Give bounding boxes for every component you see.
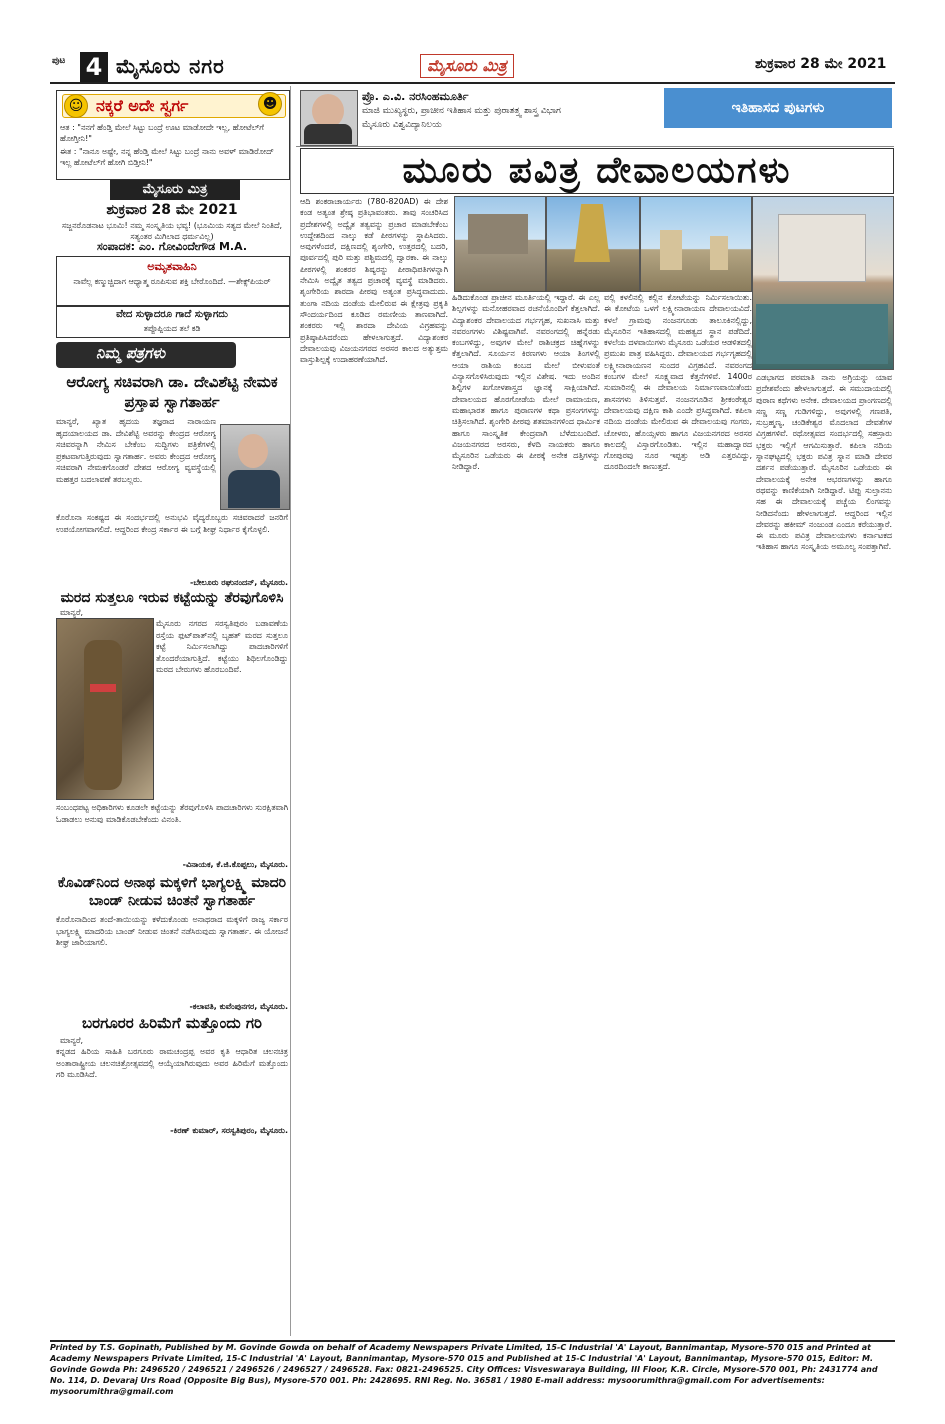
proverb-text: ತಪ್ಪೊಪ್ಪಿಯದ ತಲೆ ಕಡಿ <box>143 324 201 333</box>
doctor-photo-face <box>238 434 268 468</box>
letter-signature: -ಕಿರಣ್ ಕುಮಾರ್, ಸರಸ್ವತಿಪುರಂ, ಮೈಸೂರು. <box>170 1126 288 1135</box>
section-name: ಮೈಸೂರು ನಗರ <box>116 54 225 78</box>
article-title: ಮೂರು ಪವಿತ್ರ ದೇವಾಲಯಗಳು <box>300 148 894 194</box>
joke-line: ಆತ : "ನನಗೆ ಹೆಂಡ್ತಿ ಮೇಲೆ ಸಿಟ್ಟು ಬಂದ್ರೆ ಊಟ ಮಾಡೋದೇ ಇಲ್ಲ, ಹೋಟೆಲ್‌ಗೆ ಹೋಗ್ತೀನಿ!" <box>60 123 264 143</box>
letter-salutation: ಮಾನ್ಯರೆ, <box>60 1036 84 1045</box>
temple-tower <box>660 230 682 270</box>
doctor-photo-body <box>228 470 280 508</box>
temple-photo <box>640 196 752 292</box>
letter-body: ಕೊರೊನಾದಿಂದ ತಂದೆ-ತಾಯಿಯನ್ನು ಕಳೆದುಕೊಂಡು ಅನಾಥರಾದ ಮಕ್ಕಳಿಗೆ ರಾಜ್ಯ ಸರ್ಕಾರ ಭಾಗ್ಯಲಕ್ಷ್ಮಿ ಮಾದರಿಯ ಬಾಂಡ್ ನೀಡುವ ಚಿಂತನೆ ನಡೆಸಿರುವುದು ಸ್ವಾಗತಾರ್ಹ. ಈ ಯೋಜನೆ ಶೀಘ್ರ ಜಾರಿಯಾಗಲಿ. <box>56 915 288 947</box>
proverb-title: ವೇದ ಸುಳ್ಳಾದರೂ ಗಾದೆ ಸುಳ್ಳಾಗದು <box>116 309 228 320</box>
author-role: ಮಾಜಿ ಮುಖ್ಯಸ್ಥರು, ಪ್ರಾಚೀನ ಇತಿಹಾಸ ಮತ್ತು ಪುರಾತತ್ತ್ವ ಶಾಸ್ತ್ರ ವಿಭಾಗ <box>362 106 561 116</box>
article-column: ವಲ್ಲಿ ಕಳಲಿನಲ್ಲಿ ಕಲ್ಲಿನ ಕೋಟೆಯನ್ನು ನಿರ್ಮಿಸಲಾಯಿತು. ಈ ಕೋಟೆಯ ಒಳಗೆ ಲಕ್ಷ್ಮೀನಾರಾಯಣ ದೇವಾಲಯವಿದೆ. ಕಳಲೆ ಗ್ರಾಮವು ನಂಜನಗೂಡು ತಾಲೂಕಿನಲ್ಲಿದ್ದು, ಮೈಸೂರಿನ ಇತಿಹಾಸದಲ್ಲಿ ಮಹತ್ವದ ಸ್ಥಾನ ಪಡೆದಿದೆ. ಕಳಲೆಯ ದಳವಾಯಿಗಳು ಮೈಸೂರು ಒಡೆಯರ ಆಡಳಿತದಲ್ಲಿ ಪ್ರಮುಖ ಪಾತ್ರ ವಹಿಸಿದ್ದರು. ದೇವಾಲಯದ ಗರ್ಭಗೃಹದಲ್ಲಿ ಲಕ್ಷ್ಮೀನಾರಾಯಣನ ಸುಂದರ ವಿಗ್ರಹವಿದೆ. ನವರಂಗದ ಕಂಬಗಳ ಮೇಲೆ ಸೂಕ್ಷ್ಮವಾದ ಕೆತ್ತನೆಗಳಿವೆ. 1400ರ ಸುಮಾರಿನಲ್ಲಿ ಈ ದೇವಾಲಯ ನಿರ್ಮಾಣವಾಯಿತೆಂದು ಶಾಸನಗಳು ತಿಳಿಸುತ್ತವೆ. ನಂಜನಗೂಡಿನ ಶ್ರೀಕಂಠೇಶ್ವರ ದೇವಾಲಯವು ದಕ್ಷಿಣ ಕಾಶಿ ಎಂದೇ ಪ್ರಸಿದ್ಧವಾಗಿದೆ. ಕಪಿಲಾ ನದಿಯ ದಂಡೆಯ ಮೇಲಿರುವ ಈ ದೇವಾಲಯವು ಗಂಗರು, ಚೋಳರು, ಹೊಯ್ಸಳರು ಹಾಗೂ ವಿಜಯನಗರದ ಅರಸರ ಕಾಲದಲ್ಲಿ ವಿಸ್ತಾರಗೊಂಡಿತು. ಇಲ್ಲಿನ ಮಹಾದ್ವಾರದ ಗೋಪುರವು ನೂರ ಇಪ್ಪತ್ತು ಅಡಿ ಎತ್ತರವಿದ್ದು, ದೂರದಿಂದಲೇ ಕಾಣುತ್ತದೆ. <box>604 293 752 472</box>
tree-trunk <box>84 640 122 790</box>
author-photo-body <box>304 124 352 144</box>
joke-title: ನಕ್ಕರೆ ಅದೇ ಸ್ವರ್ಗ <box>96 96 189 115</box>
mini-masthead-subtitle: ಸಜ್ಜನರೊಡನಾಟ ಭೂಮಿ! ನಮ್ಮ ಸಂಸ್ಕೃತಿಯ ಭವ್ಯ! (ಭೂಮಿಯ ಸತ್ಯದ ಮೇಲೆ ನಿಂತಿದೆ, ಸತ್ಯಂತರ ಮಿಗಿಲಾದ ಧರ್ಮವಿಲ್ಲ) <box>61 221 283 241</box>
letter-headline: ಮರದ ಸುತ್ತಲೂ ಇರುವ ಕಟ್ಟೆಯನ್ನು ತೆರವುಗೊಳಿಸಿ <box>60 590 284 606</box>
editor-line: ಸಂಪಾದಕ: ಎಂ. ಗೋವಿಂದೇಗೌಡ M.A. <box>96 240 248 253</box>
author-name: ಪ್ರೊ. ಎ.ವಿ. ನರಸಿಂಹಮೂರ್ತಿ <box>362 90 469 103</box>
letter-body: ಸಂಬಂಧಪಟ್ಟ ಅಧಿಕಾರಿಗಳು ಕೂಡಲೇ ಕಟ್ಟೆಯನ್ನು ತೆರವುಗೊಳಿಸಿ ಪಾದಚಾರಿಗಳು ಸುರಕ್ಷಿತವಾಗಿ ಓಡಾಡಲು ಅನುವು ಮಾಡಿಕೊಡಬೇಕೆಂದು ವಿನಂತಿ. <box>56 803 288 824</box>
letter-salutation: ಮಾನ್ಯರೆ, <box>60 608 84 617</box>
article-column: ಹಿಡಿದುಕೊಂಡ ಪ್ರಾಚೀನ ಮೂರ್ತಿಯಲ್ಲಿ ಇದ್ದಾರೆ. ಈ ಎಲ್ಲ ಶಿಲ್ಪಗಳನ್ನು ಮನೋಹರವಾದ ರಚನೆಯೊಂದಿಗೆ ಕೆತ್ತಲಾಗಿದೆ. ವಿದ್ಯಾಶಂಕರ ದೇವಾಲಯದ ಗರ್ಭಗೃಹ, ಸುಖನಾಸಿ ಮತ್ತು ನವರಂಗಗಳು ವಿಶಿಷ್ಟವಾಗಿವೆ. ನವರಂಗದಲ್ಲಿ ಹನ್ನೆರಡು ಕಂಬಗಳಿದ್ದು, ಅವುಗಳ ಮೇಲೆ ರಾಶಿಚಕ್ರದ ಚಿಹ್ನೆಗಳನ್ನು ಕೆತ್ತಲಾಗಿದೆ. ಸೂರ್ಯನ ಕಿರಣಗಳು ಆಯಾ ತಿಂಗಳಲ್ಲಿ ಆಯಾ ರಾಶಿಯ ಕಂಬದ ಮೇಲೆ ಬೀಳುವಂತೆ ವಿನ್ಯಾಸಗೊಳಿಸಿರುವುದು ಇಲ್ಲಿನ ವಿಶೇಷ. ಇದು ಅಂದಿನ ಶಿಲ್ಪಿಗಳ ಖಗೋಳಶಾಸ್ತ್ರದ ಜ್ಞಾನಕ್ಕೆ ಸಾಕ್ಷಿಯಾಗಿದೆ. ದೇವಾಲಯದ ಹೊರಗೋಡೆಯ ಮೇಲೆ ರಾಮಾಯಣ, ಮಹಾಭಾರತ ಹಾಗೂ ಪುರಾಣಗಳ ಕಥಾ ಪ್ರಸಂಗಗಳನ್ನು ಚಿತ್ರಿಸಲಾಗಿದೆ. ಶೃಂಗೇರಿ ಪೀಠವು ಶತಮಾನಗಳಿಂದ ಧಾರ್ಮಿಕ ಹಾಗೂ ಸಾಂಸ್ಕೃತಿಕ ಕೇಂದ್ರವಾಗಿ ಬೆಳೆದುಬಂದಿದೆ. ವಿಜಯನಗರದ ಅರಸರು, ಕೆಳದಿ ನಾಯಕರು ಹಾಗೂ ಮೈಸೂರಿನ ಒಡೆಯರು ಈ ಪೀಠಕ್ಕೆ ಅನೇಕ ದತ್ತಿಗಳನ್ನು ನೀಡಿದ್ದಾರೆ. <box>452 293 600 472</box>
temple-tower <box>710 236 728 270</box>
quote-title: ಅಮೃತವಾಹಿನಿ <box>147 260 197 273</box>
series-tag: ಇತಿಹಾಸದ ಪುಟಗಳು <box>664 88 892 128</box>
quote-text: ನಾವೆಲ್ಲ ಕಣ್ಮುಚ್ಚಿದಾಗ ಆಧ್ಯಾತ್ಮ ರೂಪಿಸುವ ಶಕ್ತಿ ಬೇರೊಂದಿದೆ. —ಶೇಕ್ಸ್‌ಪಿಯರ್ <box>73 277 271 286</box>
letters-title: ನಿಮ್ಮ ಪತ್ರಗಳು <box>96 344 166 362</box>
article-column: ಎಡಭಾಗದ ಪರಮಾತಿ ನಾನು ಅಗ್ರಿಯನ್ನು ಯಾವ ಪ್ರದೇಶವೆಂದು ಹೇಳಲಾಗುತ್ತದೆ. ಈ ಸಮುದಾಯದಲ್ಲಿ ಪುರಾಣ ಕಥೆಗಳು ಅನೇಕ. ದೇವಾಲಯದ ಪ್ರಾಂಗಣದಲ್ಲಿ ಸಣ್ಣ ಸಣ್ಣ ಗುಡಿಗಳಿದ್ದು, ಅವುಗಳಲ್ಲಿ ಗಣಪತಿ, ಸುಬ್ರಹ್ಮಣ್ಯ, ಚಂಡಿಕೇಶ್ವರ ಮೊದಲಾದ ದೇವತೆಗಳ ವಿಗ್ರಹಗಳಿವೆ. ರಥೋತ್ಸವದ ಸಂದರ್ಭದಲ್ಲಿ ಸಹಸ್ರಾರು ಭಕ್ತರು ಇಲ್ಲಿಗೆ ಆಗಮಿಸುತ್ತಾರೆ. ಕಪಿಲಾ ನದಿಯ ಸ್ನಾನಘಟ್ಟದಲ್ಲಿ ಭಕ್ತರು ಪವಿತ್ರ ಸ್ನಾನ ಮಾಡಿ ದೇವರ ದರ್ಶನ ಪಡೆಯುತ್ತಾರೆ. ಮೈಸೂರಿನ ಒಡೆಯರು ಈ ದೇವಾಲಯಕ್ಕೆ ಅನೇಕ ಆಭರಣಗಳನ್ನು ಹಾಗೂ ರಥವನ್ನು ಕಾಣಿಕೆಯಾಗಿ ನೀಡಿದ್ದಾರೆ. ಟಿಪ್ಪು ಸುಲ್ತಾನನು ಸಹ ಈ ದೇವಾಲಯಕ್ಕೆ ಪಚ್ಚೆಯ ಲಿಂಗವನ್ನು ನೀಡಿದನೆಂದು ಹೇಳಲಾಗುತ್ತದೆ. ಆದ್ದರಿಂದ ಇಲ್ಲಿನ ದೇವರನ್ನು ಹಕೀಮ್ ನಂಜುಂಡ ಎಂದೂ ಕರೆಯುತ್ತಾರೆ. ಈ ಮೂರು ಪವಿತ್ರ ದೇವಾಲಯಗಳು ಕರ್ನಾಟಕದ ಇತಿಹಾಸ ಹಾಗೂ ಸಂಸ್ಕೃತಿಯ ಅಮೂಲ್ಯ ಸಂಪತ್ತಾಗಿವೆ. <box>756 373 892 552</box>
laughing-face-icon: ☺ <box>64 94 88 118</box>
joke-line: ಈತ : "ನಾನೂ ಅಷ್ಟೇ, ನನ್ನ ಹೆಂಡ್ತಿ ಮೇಲೆ ಸಿಟ್ಟು ಬಂದ್ರೆ ನಾನು ಅವಳ್ ಮಾಡಿರೋದ್ ಇಲ್ಲ ಹೋಟೆಲ್‌ಗೆ ಹೋಗಿ ಬಿಡ್ತೀನಿ!" <box>60 147 274 167</box>
letter-headline: ಕೊವಿಡ್‌ನಿಂದ ಅನಾಥ ಮಕ್ಕಳಿಗೆ ಭಾಗ್ಯಲಕ್ಷ್ಮಿ ಮಾದರಿ ಬಾಂಡ್ ನೀಡುವ ಚಿಂತನೆ ಸ್ವಾಗತಾರ್ಹ <box>57 875 287 909</box>
page-number: 4 <box>80 52 108 82</box>
letter-signature: -ಬೇಲೂರು ರಘುನಂದನ್, ಮೈಸೂರು. <box>190 578 288 587</box>
letter-signature: -ಕಲಾವತಿ, ಕುವೆಂಪುನಗರ, ಮೈಸೂರು. <box>189 1002 288 1011</box>
letter-headline: ಬರಗೂರರ ಹಿರಿಮೆಗೆ ಮತ್ತೊಂದು ಗರಿ <box>82 1014 262 1032</box>
tree-stripe <box>90 684 116 692</box>
temple-structure <box>778 214 866 282</box>
issue-date: ಶುಕ್ರವಾರ 28 ಮೇ 2021 <box>755 56 887 72</box>
letter-body: ಮಾನ್ಯರೆ, ಖ್ಯಾತ ಹೃದಯ ತಜ್ಞರಾದ ನಾರಾಯಣ ಹೃದಯಾಲಯದ ಡಾ. ದೇವಿಶೆಟ್ಟಿ ಅವರನ್ನು ಕೇಂದ್ರದ ಆರೋಗ್ಯ ಸಚಿವರನ್ನಾಗಿ ನೇಮಿಸ ಬೇಕೆಂಬ ಸುದ್ದಿಗಳು ಪತ್ರಿಕೆಗಳಲ್ಲಿ ಪ್ರಕಟವಾಗುತ್ತಿರುವುದು ಸ್ವಾಗತಾರ್ಹ. ಅವರು ಕೇಂದ್ರದ ಆರೋಗ್ಯ ಸಚಿವರಾಗಿ ನೇಮಕಗೊಂಡರೆ ದೇಶದ ಆರೋಗ್ಯ ವ್ಯವಸ್ಥೆಯಲ್ಲಿ ಮಹತ್ತರ ಬದಲಾವಣೆ ತರಬಲ್ಲರು. <box>56 417 216 484</box>
imprint-footer: Printed by T.S. Gopinath, Published by M. Govinde Gowda on behalf of Academy Newspapers Private Limited, 15-C Industrial 'A' Layout, Bannimantap, Mysore-570 015 and Printed at Academy Newspapers Private Limited, 15-C Industrial 'A' Layout, Bannimantap, Mysore-570 015 and Published at 15-C Industrial 'A' Layout, Bannimantap, Mysore-570 015, Editor: M. Govinde Gowda Ph: 2496520 / 2496521 / 2496526 / 2496527 / 2496528. Fax: 0821-2496525. City Offices: Visveswaraya Building, III Floor, K.R. Circle, Mysore-570 001, Ph: 2431774 and No. 114, D. Devaraj Urs Road (Opposite Big Bus), Mysore-570 001. Ph: 2428695. RNI Reg. No. 36581 / 1980 E-mail address: mysoorumithra@gmail.com For advertisements: mysoorumithra@gmail.com <box>50 1340 895 1396</box>
mini-masthead: ಮೈಸೂರು ಮಿತ್ರ <box>110 180 240 200</box>
masthead-logo: ಮೈಸೂರು ಮಿತ್ರ <box>420 54 514 78</box>
letter-headline: ಆರೋಗ್ಯ ಸಚಿವರಾಗಿ ಡಾ. ದೇವಿಶೆಟ್ಟಿ ನೇಮಕ ಪ್ರಸ್ತಾಪ ಸ್ವಾಗತಾರ್ಹ <box>66 373 278 411</box>
mini-masthead-date: ಶುಕ್ರವಾರ 28 ಮೇ 2021 <box>106 202 238 218</box>
page-label: ಪುಟ <box>52 56 66 66</box>
temple-building <box>468 214 528 254</box>
laughing-face-icon: ☻ <box>258 92 282 116</box>
temple-tank-water <box>756 304 888 364</box>
article-column: ಆದಿ ಶಂಕರಾಚಾರ್ಯರು (780-820AD) ಈ ದೇಶ ಕಂಡ ಅತ್ಯಂತ ಶ್ರೇಷ್ಠ ಪ್ರತಿಭಾವಂತರು. ತಾವು ಸಂಚರಿಸಿದ ಪ್ರದೇಶಗಳಲ್ಲಿ ಅದ್ವೈತ ತತ್ವವನ್ನು ಪ್ರಚಾರ ಮಾಡಬೇಕೆಂಬ ಉದ್ದೇಶದಿಂದ ನಾಲ್ಕು ಕಡೆ ಪೀಠಗಳನ್ನು ಸ್ಥಾಪಿಸಿದರು. ಅವುಗಳೆಂದರೆ, ದಕ್ಷಿಣದಲ್ಲಿ ಶೃಂಗೇರಿ, ಉತ್ತರದಲ್ಲಿ ಬದರಿ, ಪೂರ್ವದಲ್ಲಿ ಪುರಿ ಮತ್ತು ಪಶ್ಚಿಮದಲ್ಲಿ ದ್ವಾರಕಾ. ಈ ನಾಲ್ಕು ಪೀಠಗಳಲ್ಲಿ ಶಂಕರರ ಶಿಷ್ಯರನ್ನು ಪೀಠಾಧಿಪತಿಗಳನ್ನಾಗಿ ನೇಮಿಸಿ ಅದ್ವೈತ ತತ್ವದ ಪ್ರಚಾರಕ್ಕೆ ವ್ಯವಸ್ಥೆ ಮಾಡಿದರು. ಶೃಂಗೇರಿಯ ಶಾರದಾ ಪೀಠವು ಅತ್ಯಂತ ಪ್ರಸಿದ್ಧವಾದುದು. ತುಂಗಾ ನದಿಯ ದಂಡೆಯ ಮೇಲಿರುವ ಈ ಕ್ಷೇತ್ರವು ಪ್ರಕೃತಿ ಸೌಂದರ್ಯದಿಂದ ಕೂಡಿದ ರಮಣೀಯ ತಾಣವಾಗಿದೆ. ಶಂಕರರು ಇಲ್ಲಿ ಶಾರದಾ ದೇವಿಯ ವಿಗ್ರಹವನ್ನು ಪ್ರತಿಷ್ಠಾಪಿಸಿದರೆಂದು ಹೇಳಲಾಗುತ್ತದೆ. ವಿದ್ಯಾಶಂಕರ ದೇವಾಲಯವು ವಿಜಯನಗರದ ಅರಸರ ಕಾಲದ ಅತ್ಯುತ್ತಮ ವಾಸ್ತುಶಿಲ್ಪಕ್ಕೆ ಉದಾಹರಣೆಯಾಗಿದೆ. <box>300 197 448 365</box>
letter-signature: -ವಿನಾಯಕ, ಕೆ.ಜಿ.ಕೊಪ್ಪಲು, ಮೈಸೂರು. <box>182 860 288 869</box>
letter-body: ಕೊರೊನಾ ಸಂಕಷ್ಟದ ಈ ಸಂದರ್ಭದಲ್ಲಿ ಅನುಭವಿ ವೈದ್ಯರೊಬ್ಬರು ಸಚಿವರಾದರೆ ಜನರಿಗೆ ಉಪಯೋಗವಾಗಲಿದೆ. ಆದ್ದರಿಂದ ಕೇಂದ್ರ ಸರ್ಕಾರ ಈ ಬಗ್ಗೆ ಶೀಘ್ರ ನಿರ್ಧಾರ ಕೈಗೊಳ್ಳಲಿ. <box>56 513 288 534</box>
author-affiliation: ಮೈಸೂರು ವಿಶ್ವವಿದ್ಯಾನಿಲಯ <box>362 120 442 130</box>
letter-body: ಕನ್ನಡದ ಹಿರಿಯ ಸಾಹಿತಿ ಬರಗೂರು ರಾಮಚಂದ್ರಪ್ಪ ಅವರ ಕೃತಿ ಆಧಾರಿತ ಚಲನಚಿತ್ರ ಅಂತಾರಾಷ್ಟ್ರೀಯ ಚಲನಚಿತ್ರೋತ್ಸವದಲ್ಲಿ ಆಯ್ಕೆಯಾಗಿರುವುದು ಅವರ ಹಿರಿಮೆಗೆ ಮತ್ತೊಂದು ಗರಿ ಮೂಡಿಸಿದೆ. <box>56 1047 288 1079</box>
letter-body: ಮೈಸೂರು ನಗರದ ಸರಸ್ವತಿಪುರಂ ಬಡಾವಣೆಯ ರಸ್ತೆಯ ಫುಟ್‌ಪಾತ್‌ನಲ್ಲಿ ಬೃಹತ್ ಮರದ ಸುತ್ತಲೂ ಕಟ್ಟೆ ನಿರ್ಮಿಸಲಾಗಿದ್ದು ಪಾದಚಾರಿಗಳಿಗೆ ತೊಂದರೆಯಾಗುತ್ತಿದೆ. ಕಟ್ಟೆಯು ಶಿಥಿಲಗೊಂಡಿದ್ದು ಮರದ ಬೇರುಗಳು ಹೊರಬಂದಿವೆ. <box>156 619 288 674</box>
author-photo-face <box>312 94 344 128</box>
